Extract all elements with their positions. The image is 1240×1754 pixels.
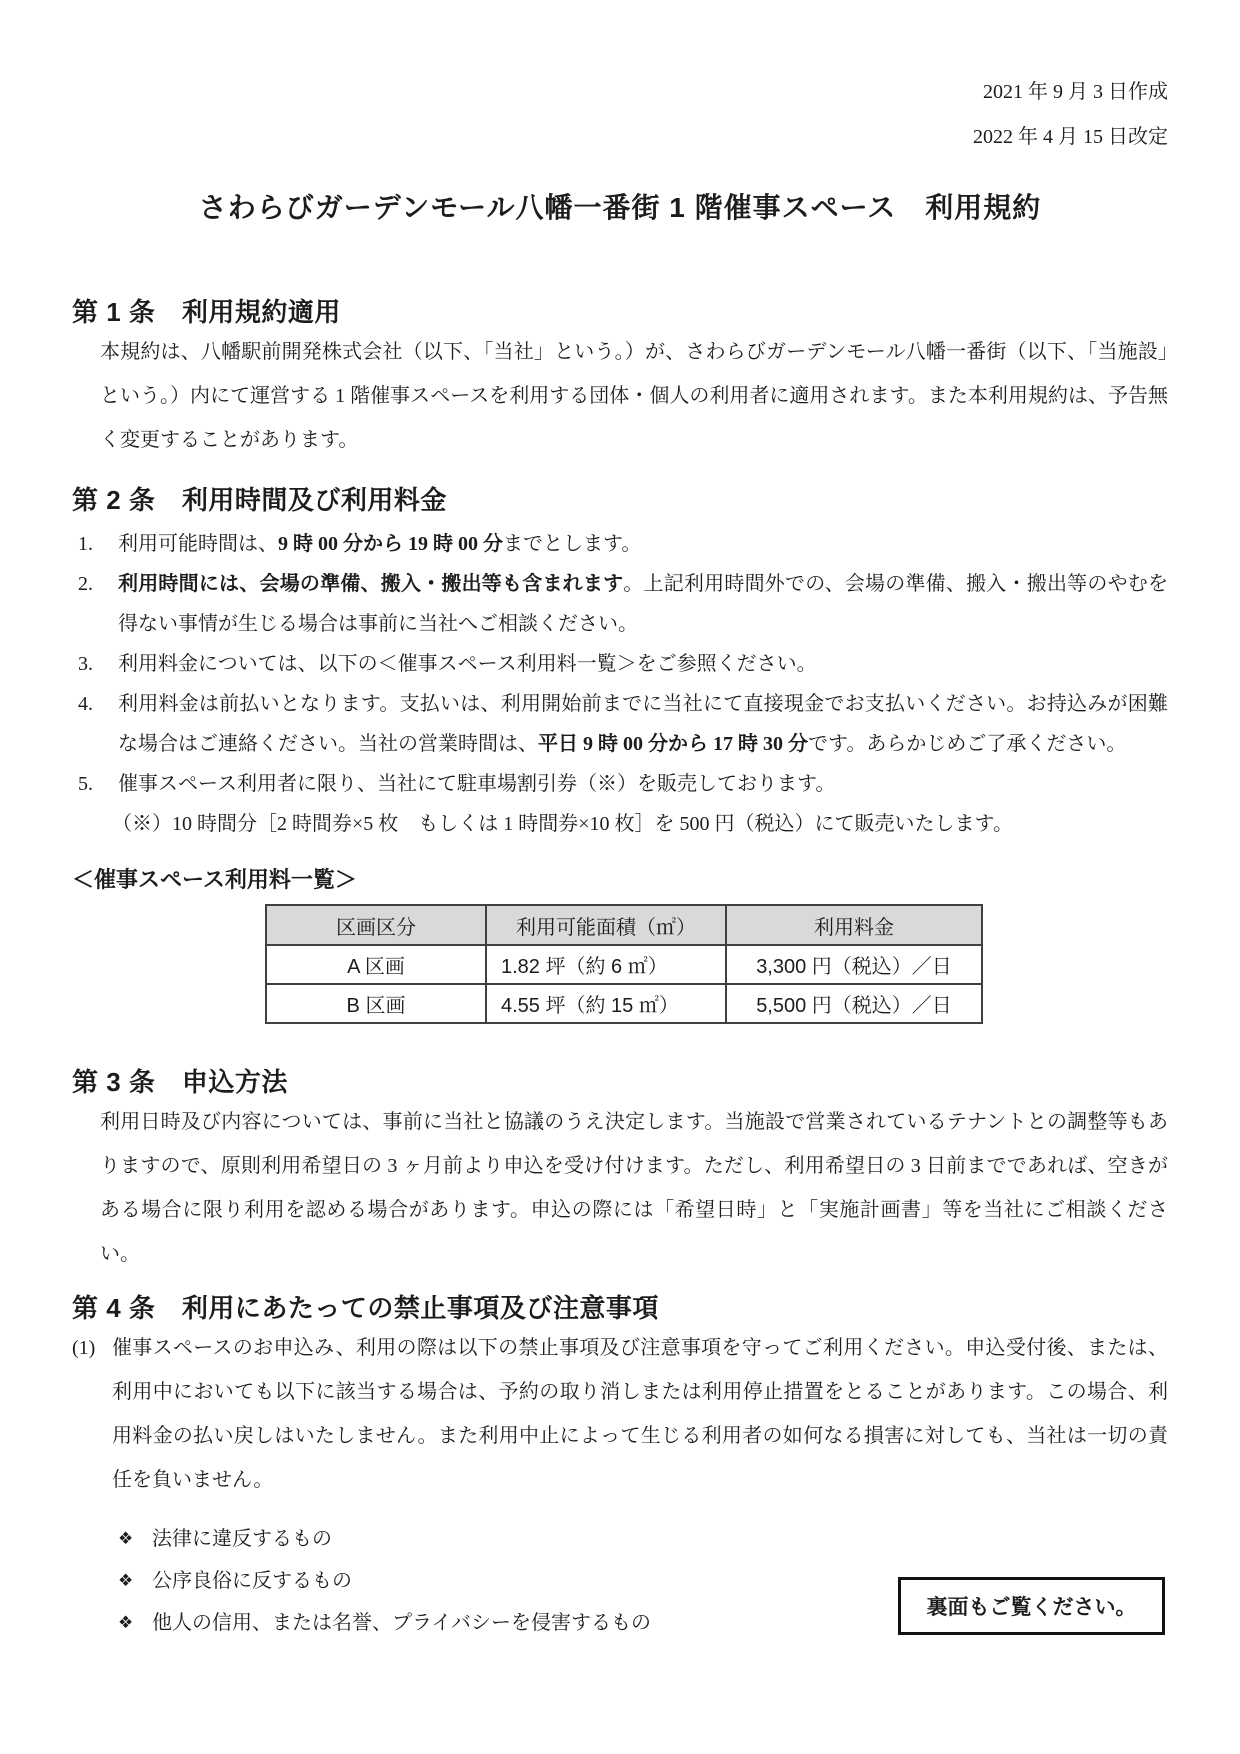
- back-side-notice-box: [898, 1577, 1165, 1635]
- prohibited-item-text: 他人の信用、または名誉、プライバシーを侵害するもの: [152, 1612, 651, 1634]
- diamond-bullet-icon: ❖: [118, 1571, 134, 1590]
- article-1-heading: 第 1 条 利用規約適用: [72, 297, 341, 327]
- list-item-5: [72, 764, 1168, 804]
- price-table-caption: ＜催事スペース利用料一覧＞: [72, 867, 357, 892]
- parking-ticket-note: （※）10 時間分［2 時間券×5 枚 もしくは 1 時間券×10 枚］を 500 円（税込）にて販売いたします。: [112, 813, 1013, 835]
- prohibited-item-text: 法律に違反するもの: [152, 1528, 332, 1550]
- col-header-area: 利用可能面積（㎡）: [486, 905, 726, 945]
- list-item-number: 1.: [78, 533, 93, 555]
- diamond-bullet-icon: ❖: [118, 1529, 134, 1548]
- area-cell: 1.82 坪（約 6 ㎡）: [486, 945, 726, 984]
- fee-cell: 5,500 円（税込）／日: [726, 984, 982, 1023]
- list-item-number: 2.: [78, 573, 93, 595]
- document-title: さわらびガーデンモール八幡一番街 1 階催事スペース 利用規約: [198, 192, 1042, 223]
- article-1-body: 本規約は、八幡駅前開発株式会社（以下、「当社」という。）が、さわらびガーデンモール八幡一番街（以下、「当施設」という。）内にて運営する 1 階催事スペースを利用する団体・個人の利用者に適用されます。また本利用規約は、予告無く変更することがあります。: [100, 341, 1168, 451]
- prohibited-item-text: 公序良俗に反するもの: [152, 1570, 352, 1592]
- list-item-number: 4.: [78, 693, 93, 715]
- list-item-1: [72, 524, 1168, 564]
- clause-text: 催事スペースのお申込み、利用の際は以下の禁止事項及び注意事項を守ってご利用ください。申込受付後、または、利用中においても以下に該当する場合は、予約の取り消しまたは利用停止措置をとることがあります。この場合、利用料金の払い戻しはいたしません。また利用中止によって生じる利用者の如何なる損害に対しても、当社は一切の責任を負いません。: [112, 1337, 1168, 1491]
- list-item-3: [72, 644, 1168, 684]
- col-header-section: 区画区分: [266, 905, 486, 945]
- diamond-bullet-icon: ❖: [118, 1613, 134, 1632]
- list-item-2: [72, 564, 1168, 644]
- revised-date: 2022 年 4 月 15 日改定: [973, 126, 1168, 148]
- list-item-4: [72, 684, 1168, 764]
- table-row-section-b: [266, 984, 982, 1023]
- list-item-text: 催事スペース利用者に限り、当社にて駐車場割引券（※）を販売しております。: [118, 773, 836, 795]
- price-table: [265, 904, 983, 1024]
- list-item-text: 利用時間には、会場の準備、搬入・搬出等も含まれます。上記利用時間外での、会場の準備、搬入・搬出等のやむを得ない事情が生じる場合は事前に当社へご相談ください。: [118, 573, 1169, 635]
- clause-1: [72, 1326, 1168, 1502]
- list-item-text: 利用可能時間は、9 時 00 分から 19 時 00 分までとします。: [118, 533, 642, 555]
- article-3-heading: 第 3 条 申込方法: [72, 1067, 288, 1097]
- fee-cell: 3,300 円（税込）／日: [726, 945, 982, 984]
- section-cell: B 区画: [266, 984, 486, 1023]
- created-date: 2021 年 9 月 3 日作成: [983, 81, 1168, 103]
- list-item-text: 利用料金は前払いとなります。支払いは、利用開始前までに当社にて直接現金でお支払いください。お持込みが困難な場合はご連絡ください。当社の営業時間は、平日 9 時 00 分から 17 時 30 分です。あらかじめご了承ください。: [118, 693, 1168, 755]
- article-2-heading: 第 2 条 利用時間及び利用料金: [72, 485, 447, 515]
- usage-rules-list: [72, 524, 1168, 844]
- prohibited-item-1: [72, 1518, 1168, 1560]
- list-item-number: 3.: [78, 653, 93, 675]
- clause-number: (1): [72, 1337, 96, 1359]
- article-4-heading: 第 4 条 利用にあたっての禁止事項及び注意事項: [72, 1293, 659, 1323]
- area-cell: 4.55 坪（約 15 ㎡）: [486, 984, 726, 1023]
- table-row-section-a: [266, 945, 982, 984]
- article-3-body: 利用日時及び内容については、事前に当社と協議のうえ決定します。当施設で営業されているテナントとの調整等もありますので、原則利用希望日の 3 ヶ月前より申込を受け付けます。ただし、利用希望日の 3 日前までであれば、空きがある場合に限り利用を認める場合があります。申込の際には「希望日時」と「実施計画書」等を当社にご相談ください。: [100, 1111, 1168, 1265]
- list-item-number: 5.: [78, 773, 93, 795]
- section-cell: A 区画: [266, 945, 486, 984]
- back-side-notice-label: 裏面もご覧ください。: [926, 1596, 1137, 1619]
- revision-dates: [72, 70, 1168, 160]
- price-table-header-row: [266, 905, 982, 945]
- list-item-text: 利用料金については、以下の＜催事スペース利用料一覧＞をご参照ください。: [118, 653, 817, 675]
- col-header-fee: 利用料金: [726, 905, 982, 945]
